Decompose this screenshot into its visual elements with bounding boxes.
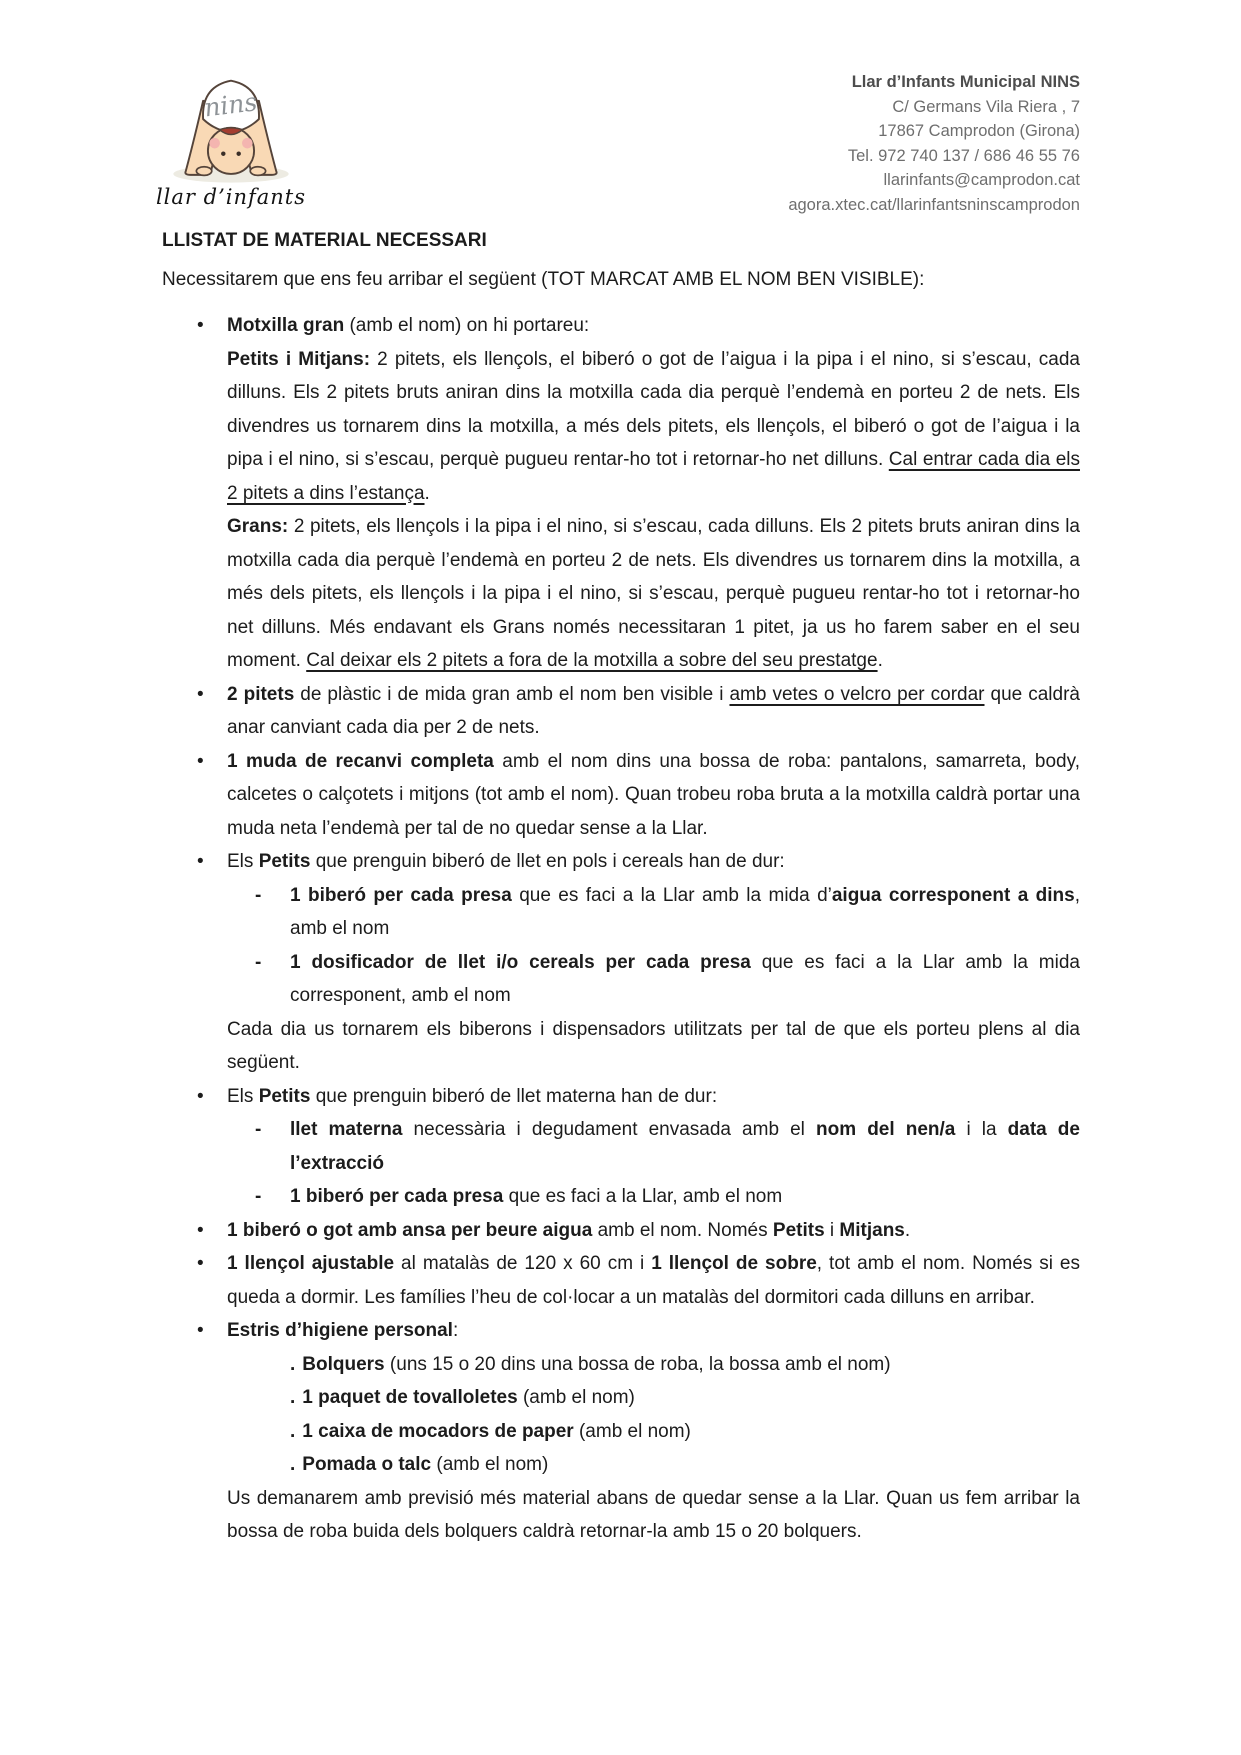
text-run: i [824,1219,840,1241]
list-subitem-bolquers [162,1348,1080,1382]
text-run: amb vetes o velcro per cordar [729,683,985,705]
paragraph [227,1013,1080,1080]
list-subitem-llet-materna [162,1113,1080,1180]
list-subitem-bibero-presa [162,879,1080,946]
text-run: Petits [258,1085,311,1107]
list-subitem-pomada [162,1448,1080,1482]
text-run: que es faci a la Llar, amb el nom [503,1186,783,1207]
text-run: , amb el nom [290,884,1080,939]
list-subitem-bibero-presa-2 [162,1180,1080,1214]
text-run: 1 muda de recanvi completa [227,750,494,772]
text-run: 2 pitets [227,683,295,705]
text-run: Bolquers [302,1353,385,1375]
paragraph [290,1381,1080,1415]
text-run: (uns 15 o 20 dins una bossa de roba, la bossa amb el nom) [384,1353,891,1375]
website-line: agora.xtec.cat/llarinfantsninscamprodon [788,195,1080,214]
dot-marker-icon: . [290,1420,296,1442]
list-item-bibero-got-ansa [162,1214,1080,1248]
paragraph [290,1180,1080,1214]
list-item-estris-higiene [162,1314,1080,1348]
list-subitem-mocadors [162,1415,1080,1449]
text-run: que es faci a la Llar amb la mida corresponent, amb el nom [290,951,1080,1006]
text-run: nom del nen/a [816,1119,956,1140]
list-subitem-dosificador [162,946,1080,1013]
bullet-marker-icon: • [197,750,204,772]
paragraph [227,309,1080,343]
nins-baby-logo-icon [156,58,306,186]
list-subitem-tovalloletes [162,1381,1080,1415]
paragraph [290,879,1080,946]
text-run: Mitjans [839,1219,905,1241]
paragraph [227,343,1080,511]
paragraph [227,510,1080,678]
page-title: LLISTAT DE MATERIAL NECESSARI [162,230,487,251]
text-run: que prenguin biberó de llet en pols i cereals han de dur: [310,851,785,872]
dot-marker-icon: . [290,1353,296,1375]
paragraph [290,1348,1080,1382]
paragraph-previsio-material [162,1482,1080,1549]
document-body [162,224,1080,1549]
text-run: que prenguin biberó de llet materna han de dur: [310,1085,718,1107]
text-run: al matalàs de 120 x 60 cm i [394,1253,652,1274]
intro-paragraph: Necessitarem que ens feu arribar el següent (TOT MARCAT AMB EL NOM BEN VISIBLE): [162,268,925,290]
paragraph [227,1080,1080,1114]
text-run: 2 pitets, els llençols, el biberó o got de l’aigua i la pipa i el nino, si s’escau, cada dilluns. Els 2 pitets bruts aniran dins la motxilla cada dia perquè l’endemà en porteu 2 de nets. Els divendres us tornarem dins la motxilla, a més dels pitets, els llençols, el biberó o got de l’aigua i la pipa i el nino, si s’escau, perquè pugueu rentar-ho tot i retornar-ho net dilluns. [227,348,1080,470]
text-run: . [877,650,883,671]
org-name: Llar d’Infants Municipal NINS [851,73,1080,91]
text-run: Petits i Mitjans: [227,348,371,370]
bullet-marker-icon: • [197,315,204,336]
list-item-petits-llet-materna [162,1080,1080,1114]
phone-line: Tel. 972 740 137 / 686 46 55 76 [847,146,1080,165]
logo-tagline: llar d’infants [155,185,307,209]
text-run: Els [227,851,259,872]
paragraph [227,1314,1080,1348]
text-run: amb el nom. Només [592,1219,773,1241]
text-run: : [452,1320,459,1341]
text-run: necessària i degudament envasada amb el [402,1119,816,1140]
text-run: (amb el nom) [431,1454,549,1475]
text-run: Cal deixar els 2 pitets a fora de la motxilla a sobre del seu prestatge [306,650,878,671]
text-run: 1 biberó per cada presa [290,1186,504,1207]
list-item-motxilla-gran [162,309,1080,678]
text-run: . [424,482,430,504]
text-run: 1 caixa de mocadors de paper [302,1420,574,1442]
text-run: (amb el nom) on hi portareu: [344,315,590,336]
bullet-marker-icon: • [197,851,204,872]
text-run: (amb el nom) [573,1420,691,1442]
text-run: de plàstic i de mida gran amb el nom ben visible i [294,683,730,705]
text-run: i la [955,1119,1008,1140]
text-run: data de l’extracció [290,1119,1080,1174]
text-run: Cada dia us tornarem els biberons i dispensadors utilitzats per tal de que els porteu plens al dia següent. [227,1018,1080,1073]
material-list [162,309,1080,1549]
text-run: 1 llençol ajustable [227,1253,395,1274]
dash-marker-icon: - [255,1186,262,1207]
paragraph [290,1415,1080,1449]
list-item-llencol [162,1247,1080,1314]
dash-marker-icon: - [255,1119,262,1140]
address-line: C/ Germans Vila Riera , 7 [892,97,1080,116]
list-item-muda-recanvi [162,745,1080,846]
text-run: Us demanarem amb previsió més material abans de quedar sense a la Llar. Quan us fem arribar la bossa de roba buida dels bolquers caldrà retornar-la amb 15 o 20 bolquers. [227,1487,1080,1542]
bullet-marker-icon: • [197,683,204,705]
bullet-marker-icon: • [197,1253,204,1274]
text-run: , tot amb el nom. Només si es queda a dormir. Les famílies l’heu de col·locar a un matalàs del dormitori cada dilluns en arribar. [227,1253,1080,1308]
dot-marker-icon: . [290,1454,296,1475]
email-line: llarinfants@camprodon.cat [883,171,1080,189]
text-run: amb el nom dins una bossa de roba: pantalons, samarreta, body, calcetes o calçotets i mitjons (tot amb el nom). Quan trobeu roba bruta a la motxilla caldrà portar una muda neta l’endemà per tal de no quedar sense a la Llar. [227,750,1080,839]
paragraph [290,1448,1080,1482]
paragraph-tornarem-biberons [162,1013,1080,1080]
paragraph [290,1113,1080,1180]
dash-marker-icon: - [255,884,262,906]
text-run: Petits [258,851,311,872]
text-run: (amb el nom) [517,1387,635,1408]
paragraph [227,678,1080,745]
text-run: Pomada o talc [302,1454,432,1475]
text-run: Grans: [227,516,289,537]
paragraph [227,1214,1080,1248]
text-run: que es faci a la Llar amb la mida d’ [511,884,832,906]
text-run: . [904,1219,911,1241]
school-logo [146,58,316,209]
text-run: 1 paquet de tovalloletes [302,1387,518,1408]
contact-block [788,70,1080,217]
list-item-2-pitets [162,678,1080,745]
text-run: 1 llençol de sobre [651,1253,817,1274]
text-run: Cal entrar cada dia els 2 pitets a dins l’estança [227,449,1080,504]
paragraph [227,745,1080,846]
paragraph [227,1482,1080,1549]
text-run: Els [227,1085,259,1107]
dot-marker-icon: . [290,1387,296,1408]
text-run: llet materna [290,1119,403,1140]
text-run: 2 pitets, els llençols i la pipa i el nino, si s’escau, cada dilluns. Els 2 pitets bruts aniran dins la motxilla cada dia perquè l’endemà en porteu 2 de nets. Els divendres us tornarem dins la motxilla, a més dels pitets, els llençols i la pipa i el nino, si s’escau, perquè pugueu rentar-ho tot i retornar-ho net dilluns. Més endavant els Grans només necessitaran 1 pitet, ja us ho farem saber en el seu moment. [227,516,1080,671]
list-item-petits-llet-pols [162,845,1080,879]
text-run: que caldrà anar canviant cada dia per 2 de nets. [227,683,1080,738]
text-run: Petits [772,1219,825,1241]
logo-nins-text: nins [202,87,259,123]
text-run: Motxilla gran [227,315,345,336]
paragraph [290,946,1080,1013]
text-run: 1 dosificador de llet i/o cereals per cada presa [290,951,751,973]
bullet-marker-icon: • [197,1320,204,1341]
bullet-marker-icon: • [197,1219,204,1241]
address-line: 17867 Camprodon (Girona) [878,122,1080,140]
paragraph [227,1247,1080,1314]
text-run: aigua corresponent a dins [831,884,1075,906]
text-run: 1 biberó per cada presa [290,884,512,906]
text-run: 1 biberó o got amb ansa per beure aigua [227,1219,593,1241]
paragraph [227,845,1080,879]
dash-marker-icon: - [255,951,262,973]
text-run: Estris d’higiene personal [227,1320,453,1341]
bullet-marker-icon: • [197,1085,204,1107]
